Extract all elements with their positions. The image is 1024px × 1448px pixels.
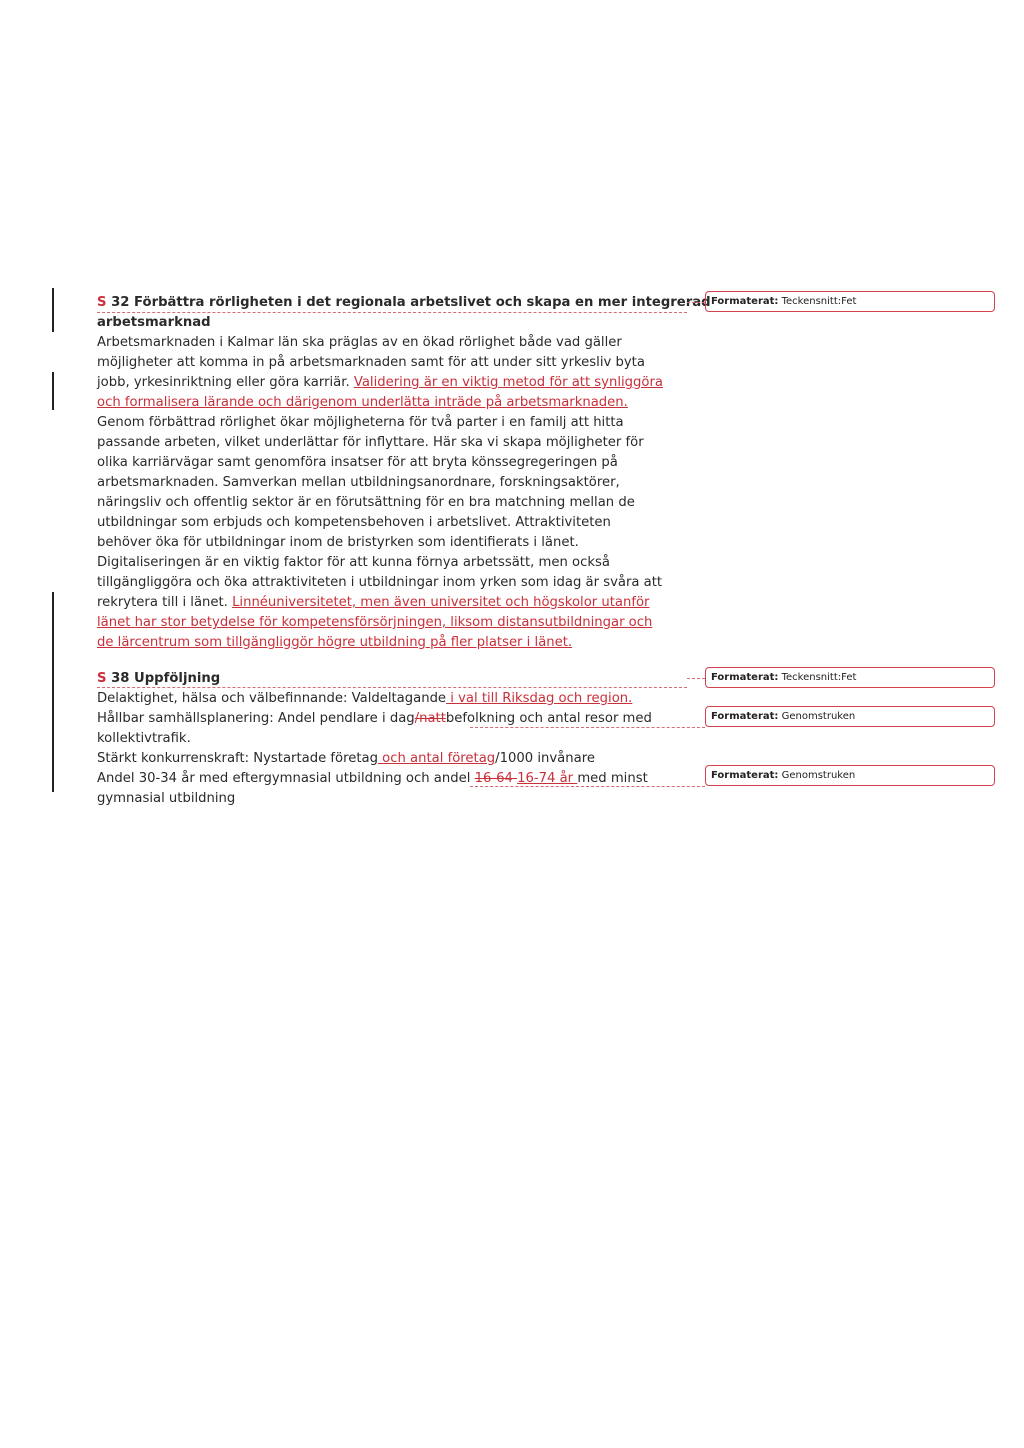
comment-label: Formaterat: xyxy=(711,770,779,781)
change-bar xyxy=(52,288,54,332)
change-bar xyxy=(52,592,54,792)
comment-leader-line xyxy=(470,727,705,728)
inserted-text: och antal företag xyxy=(377,751,496,766)
comment-label: Formaterat: xyxy=(711,296,779,307)
body-line xyxy=(97,709,677,729)
body-text: Stärkt konkurrenskraft: Nystartade företag xyxy=(97,751,378,766)
deleted-text: 16-64 xyxy=(474,771,518,786)
inserted-text: 16-74 år xyxy=(517,771,578,786)
inserted-text: de lärcentrum som tillgängliggör högre utbildning på fler platser i länet. xyxy=(97,635,573,650)
inserted-text: Linnéuniversitetet, men även universitet och högskolor utanför xyxy=(232,595,650,610)
body-text: rekrytera till i länet. xyxy=(97,595,233,610)
section-38-title: 38 Uppföljning xyxy=(111,671,221,686)
comment-value: Genomstruken xyxy=(781,770,856,781)
body-line: passande arbeten, vilket underlättar för inflyttare. Här ska vi skapa möjligheter för xyxy=(97,435,644,450)
section-38-heading xyxy=(97,669,677,689)
deleted-text: /natt xyxy=(414,711,446,726)
section-32-heading xyxy=(97,293,711,313)
format-comment-balloon[interactable] xyxy=(705,765,995,786)
format-comment-balloon[interactable] xyxy=(705,706,995,727)
comment-label: Formaterat: xyxy=(711,672,779,683)
change-bar xyxy=(52,372,54,410)
body-line: gymnasial utbildning xyxy=(97,791,236,806)
comment-value: Genomstruken xyxy=(781,711,856,722)
inserted-text: Validering är en viktig metod för att synliggöra xyxy=(353,375,663,390)
inserted-text: i val till Riksdag och region. xyxy=(446,691,633,706)
body-line xyxy=(97,393,677,413)
body-line: Arbetsmarknaden i Kalmar län ska präglas av en ökad rörlighet både vad gäller xyxy=(97,335,622,350)
section-32-title-cont: arbetsmarknad xyxy=(97,315,211,330)
body-text: med minst xyxy=(577,771,648,786)
body-line: möjligheter att komma in på arbetsmarknaden samt för att under sitt yrkesliv byta xyxy=(97,355,645,370)
section-32 xyxy=(97,293,711,653)
format-comment-balloon[interactable] xyxy=(705,667,995,688)
body-text: Andel 30-34 år med eftergymnasial utbildning och andel xyxy=(97,771,475,786)
body-line xyxy=(97,749,677,769)
body-line: Digitaliseringen är en viktig faktor för att kunna förnya arbetssätt, men också xyxy=(97,555,610,570)
body-line: behöver öka för utbildningar inom de bristyrken som identifierats i länet. xyxy=(97,535,579,550)
body-line xyxy=(97,689,677,709)
section-marker: S xyxy=(97,671,107,686)
comment-leader-line xyxy=(470,786,705,787)
comment-value: Teckensnitt:Fet xyxy=(781,672,857,683)
body-line: olika karriärvägar samt genomföra insatser för att bryta könssegregeringen på xyxy=(97,455,618,470)
body-line: kollektivtrafik. xyxy=(97,731,191,746)
body-line: arbetsmarknaden. Samverkan mellan utbildningsanordnare, forskningsaktörer, xyxy=(97,475,620,490)
section-32-title: 32 Förbättra rörligheten i det regionala arbetslivet och skapa en mer integrerad xyxy=(111,295,711,310)
comment-leader-line xyxy=(687,302,705,303)
body-line: tillgängliggöra och öka attraktiviteten i utbildningar inom yrken som idag är svåra att xyxy=(97,575,663,590)
body-line xyxy=(97,633,677,653)
inserted-text: länet har stor betydelse för kompetensförsörjningen, liksom distansutbildningar och xyxy=(97,615,653,630)
format-comment-balloon[interactable] xyxy=(705,291,995,312)
body-text: befolkning och antal resor med xyxy=(445,711,652,726)
body-text: /1000 invånare xyxy=(495,751,595,766)
body-text: jobb, yrkesinriktning eller göra karriär. xyxy=(97,375,354,390)
comment-label: Formaterat: xyxy=(711,711,779,722)
comment-leader-line xyxy=(97,312,687,313)
section-38 xyxy=(97,669,677,809)
body-line: näringsliv och offentlig sektor är en förutsättning för en bra matchning mellan de xyxy=(97,495,635,510)
body-text: Delaktighet, hälsa och välbefinnande: Valdeltagande xyxy=(97,691,447,706)
inserted-text: och formalisera lärande och därigenom underlätta inträde på arbetsmarknaden. xyxy=(97,395,628,410)
body-text: Hållbar samhällsplanering: Andel pendlare i dag xyxy=(97,711,415,726)
body-line xyxy=(97,613,677,633)
body-line: utbildningar som erbjuds och kompetensbehoven i arbetslivet. Attraktiviteten xyxy=(97,515,611,530)
body-line xyxy=(97,593,677,613)
body-line: Genom förbättrad rörlighet ökar möjligheterna för två parter i en familj att hitta xyxy=(97,415,624,430)
comment-leader-line xyxy=(687,678,705,679)
body-line xyxy=(97,373,677,393)
comment-leader-line xyxy=(97,687,687,688)
comment-value: Teckensnitt:Fet xyxy=(781,296,857,307)
section-marker: S xyxy=(97,295,107,310)
